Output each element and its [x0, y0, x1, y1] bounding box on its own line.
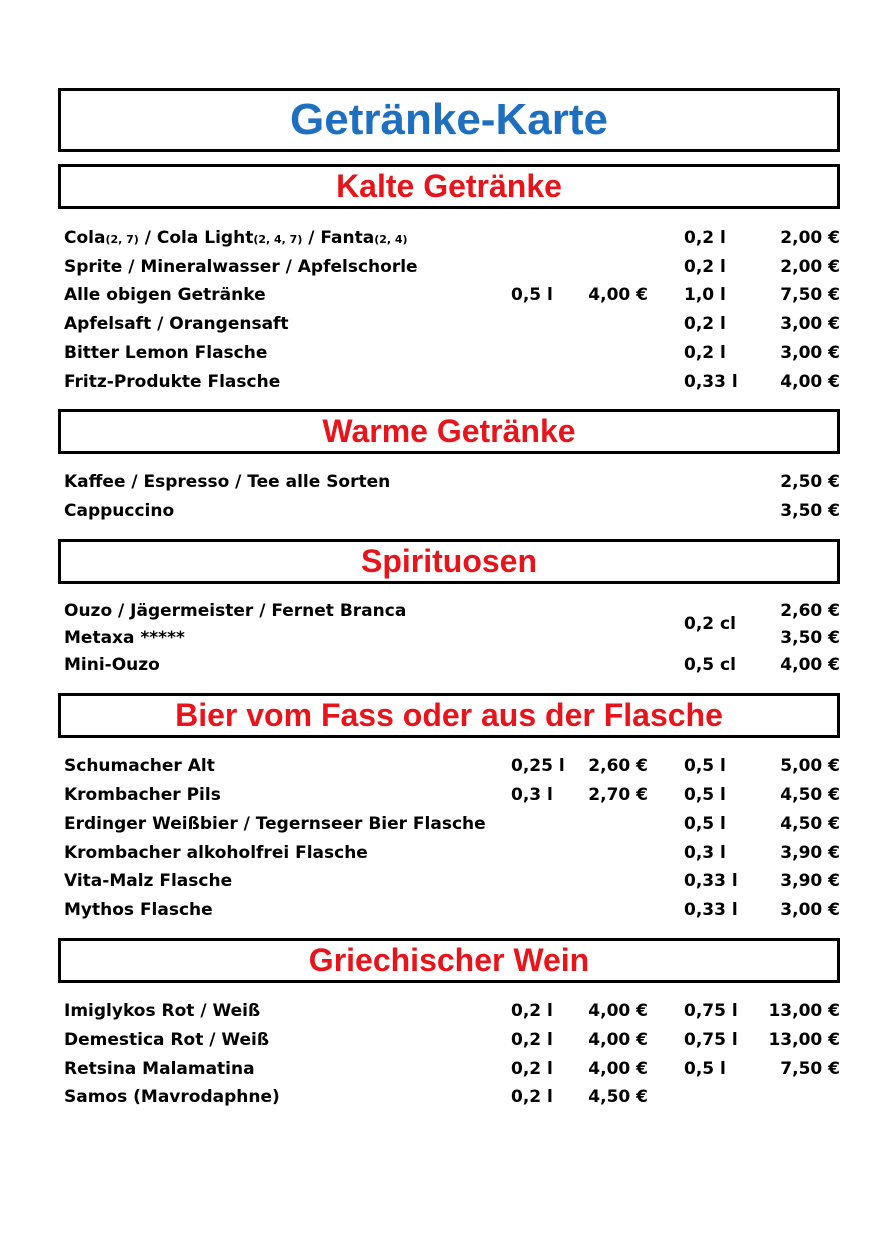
item-volume: 0,2 l	[684, 228, 726, 248]
item-name: Samos (Mavrodaphne)	[64, 1087, 280, 1107]
item-price-small: 4,50 €	[588, 1087, 648, 1107]
item-price-small: 4,00 €	[588, 285, 648, 305]
item-name: Retsina Malamatina	[64, 1059, 255, 1079]
item-volume: 0,75 l	[684, 1001, 738, 1021]
menu-item	[0, 624, 875, 653]
item-name: Cappuccino	[64, 501, 175, 521]
item-price-small: 4,00 €	[588, 1030, 648, 1050]
menu-item	[0, 1083, 875, 1112]
menu-item	[0, 781, 875, 810]
item-price: 7,50 €	[780, 285, 840, 305]
item-volume-small: 0,2 l	[511, 1030, 553, 1050]
menu-item	[0, 1026, 875, 1055]
menu-item	[0, 253, 875, 282]
menu-item	[0, 224, 875, 253]
item-price: 5,00 €	[780, 756, 840, 776]
item-volume: 0,5 l	[684, 1059, 726, 1079]
item-name: Ouzo / Jägermeister / Fernet Branca	[64, 601, 407, 621]
item-price-small: 2,60 €	[588, 756, 648, 776]
item-volume-small: 0,3 l	[511, 785, 553, 805]
item-volume: 0,2 l	[684, 314, 726, 334]
item-price: 2,00 €	[780, 257, 840, 277]
section-title: Kalte Getränke	[336, 168, 562, 204]
item-name: Sprite / Mineralwasser / Apfelschorle	[64, 257, 418, 277]
item-name: Mini-Ouzo	[64, 655, 160, 675]
section-header-warme-getraenke	[58, 409, 840, 454]
item-name: Bitter Lemon Flasche	[64, 343, 268, 363]
item-volume-small: 0,25 l	[511, 756, 565, 776]
item-price-small: 4,00 €	[588, 1001, 648, 1021]
item-name: Vita-Malz Flasche	[64, 871, 233, 891]
item-price: 4,50 €	[780, 814, 840, 834]
section-title: Spirituosen	[360, 543, 537, 579]
menu-item	[0, 468, 875, 497]
item-name: Metaxa *****	[64, 628, 185, 648]
item-price-small: 2,70 €	[588, 785, 648, 805]
item-volume: 0,5 l	[684, 756, 726, 776]
item-name: Apfelsaft / Orangensaft	[64, 314, 289, 334]
section-header-bier	[58, 693, 840, 738]
item-name: Demestica Rot / Weiß	[64, 1030, 270, 1050]
item-name: Krombacher Pils	[64, 785, 221, 805]
section-title: Griechischer Wein	[308, 942, 590, 978]
item-volume-small: 0,2 l	[511, 1001, 553, 1021]
item-volume: 0,5 l	[684, 814, 726, 834]
item-volume: 0,5 l	[684, 785, 726, 805]
menu-item	[0, 997, 875, 1026]
item-price: 4,00 €	[780, 372, 840, 392]
item-volume: 1,0 l	[684, 285, 726, 305]
page-title: Getränke-Karte	[290, 95, 608, 144]
item-name: Fritz-Produkte Flasche	[64, 372, 281, 392]
item-name: Alle obigen Getränke	[64, 285, 266, 305]
item-volume: 0,75 l	[684, 1030, 738, 1050]
item-volume: 0,5 cl	[684, 655, 736, 675]
item-volume-small: 0,2 l	[511, 1087, 553, 1107]
item-volume-small: 0,5 l	[511, 285, 553, 305]
item-price: 2,00 €	[780, 228, 840, 248]
menu-item	[0, 310, 875, 339]
item-volume: 0,2 l	[684, 257, 726, 277]
item-volume: 0,33 l	[684, 372, 738, 392]
item-volume: 0,33 l	[684, 871, 738, 891]
section-title: Warme Getränke	[322, 413, 576, 449]
item-price: 3,50 €	[780, 501, 840, 521]
section-title: Bier vom Fass oder aus der Flasche	[175, 697, 723, 733]
item-price: 4,00 €	[780, 655, 840, 675]
item-price: 3,90 €	[780, 843, 840, 863]
menu-item	[0, 339, 875, 368]
item-price: 3,00 €	[780, 900, 840, 920]
menu-item	[0, 497, 875, 526]
menu-item	[0, 752, 875, 781]
item-name: Krombacher alkoholfrei Flasche	[64, 843, 368, 863]
item-price: 4,50 €	[780, 785, 840, 805]
item-price: 3,00 €	[780, 314, 840, 334]
allergen-note: (2, 7)	[105, 233, 139, 246]
section-header-griechischer-wein	[58, 938, 840, 983]
item-price: 7,50 €	[780, 1059, 840, 1079]
item-name: Imiglykos Rot / Weiß	[64, 1001, 261, 1021]
item-volume: 0,2 cl	[684, 614, 736, 634]
allergen-note: (2, 4, 7)	[253, 233, 303, 246]
menu-item	[0, 368, 875, 397]
section-header-kalte-getraenke	[58, 164, 840, 209]
item-price: 2,50 €	[780, 472, 840, 492]
item-name: Schumacher Alt	[64, 756, 215, 776]
item-name: Cola(2, 7) / Cola Light(2, 4, 7) / Fanta(2, 4)	[64, 228, 408, 248]
menu-item	[0, 896, 875, 925]
item-price: 3,50 €	[780, 628, 840, 648]
item-name: Erdinger Weißbier / Tegernseer Bier Flasche	[64, 814, 486, 834]
section-header-spirituosen	[58, 539, 840, 584]
item-price: 2,60 €	[780, 601, 840, 621]
item-price: 3,00 €	[780, 343, 840, 363]
item-volume: 0,2 l	[684, 343, 726, 363]
item-price: 13,00 €	[768, 1001, 840, 1021]
item-name: Mythos Flasche	[64, 900, 213, 920]
item-price-small: 4,00 €	[588, 1059, 648, 1079]
menu-item	[0, 839, 875, 868]
menu-item	[0, 281, 875, 310]
item-price: 13,00 €	[768, 1030, 840, 1050]
menu-item	[0, 1055, 875, 1084]
menu-item	[0, 651, 875, 680]
item-volume-small: 0,2 l	[511, 1059, 553, 1079]
item-volume: 0,3 l	[684, 843, 726, 863]
menu-title-box	[58, 88, 840, 152]
menu-item	[0, 810, 875, 839]
item-name: Kaffee / Espresso / Tee alle Sorten	[64, 472, 391, 492]
allergen-note: (2, 4)	[374, 233, 408, 246]
item-volume: 0,33 l	[684, 900, 738, 920]
item-price: 3,90 €	[780, 871, 840, 891]
menu-item	[0, 867, 875, 896]
